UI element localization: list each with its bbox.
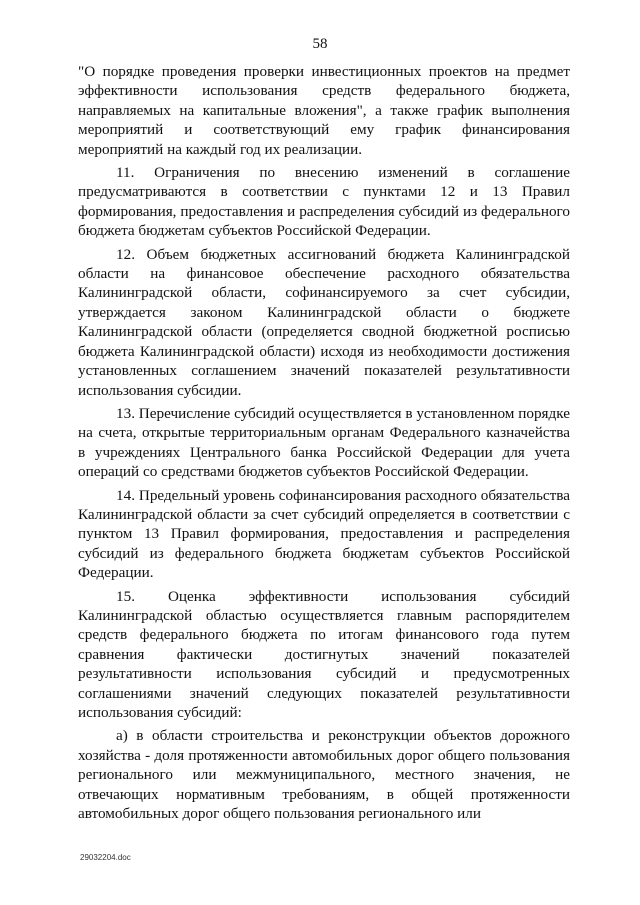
page-number: 58 xyxy=(312,36,328,52)
paragraph-11: 11. Ограничения по внесению изменений в соглашение предусматриваются в соответствии с пунктами 12 и 13 Правил формирования, предоставления и распределения субсидий из федерального бюджета бюджетам субъектов Российской Федерации. xyxy=(78,164,570,240)
paragraph-13: 13. Перечисление субсидий осуществляется в установленном порядке на счета, открытые территориальным органам Федерального казначейства в учреждениях Центрального банка Российской Федерации для учета операций со средствами бюджетов субъектов Российской Федерации. xyxy=(78,404,570,481)
paragraph-15-a: а) в области строительства и реконструкции объектов дорожного хозяйства - доля протяженности автомобильных дорог общего пользования регионального или межмуниципального, местного значения, не отвечающих нормативным требованиям, в общей протяженности автомобильных дорог общего пользования регионального или xyxy=(78,727,570,823)
paragraph-14: 14. Предельный уровень софинансирования расходного обязательства Калининградской области за счет субсидий определяется в соответствии с пунктом 13 Правил формирования, предоставления и распределения субсидий из федерального бюджета бюджетам субъектов Российской Федерации. xyxy=(78,486,570,582)
paragraph-continuation: "О порядке проведения проверки инвестиционных проектов на предмет эффективности использования средств федерального бюджета, направляемых на капитальные вложения", а также график выполнения мероприятий и соответствующий ему график финансирования мероприятий на каждый год их реализации. xyxy=(78,63,570,158)
paragraph-15: 15. Оценка эффективности использования субсидий Калининградской областью осуществляется главным распорядителем средств федерального бюджета по итогам финансового года путем сравнения фактически достигнутых значений показателей результативности использования субсидий и предусмотренных соглашениями значений следующих показателей результативности использования субсидий: xyxy=(78,587,570,721)
document-body xyxy=(78,62,570,827)
footer-file-name: 29032204.doc xyxy=(80,853,131,862)
paragraph-12: 12. Объем бюджетных ассигнований бюджета Калининградской области на финансовое обеспечение расходного обязательства Калининградской области, софинансируемого за счет субсидии, утверждается законом Калининградской области о бюджете Калининградской области (определяется сводной бюджетной росписью бюджета Калининградской области) исходя из необходимости достижения установленных соглашением значений показателей результативности использования субсидии. xyxy=(78,245,570,399)
